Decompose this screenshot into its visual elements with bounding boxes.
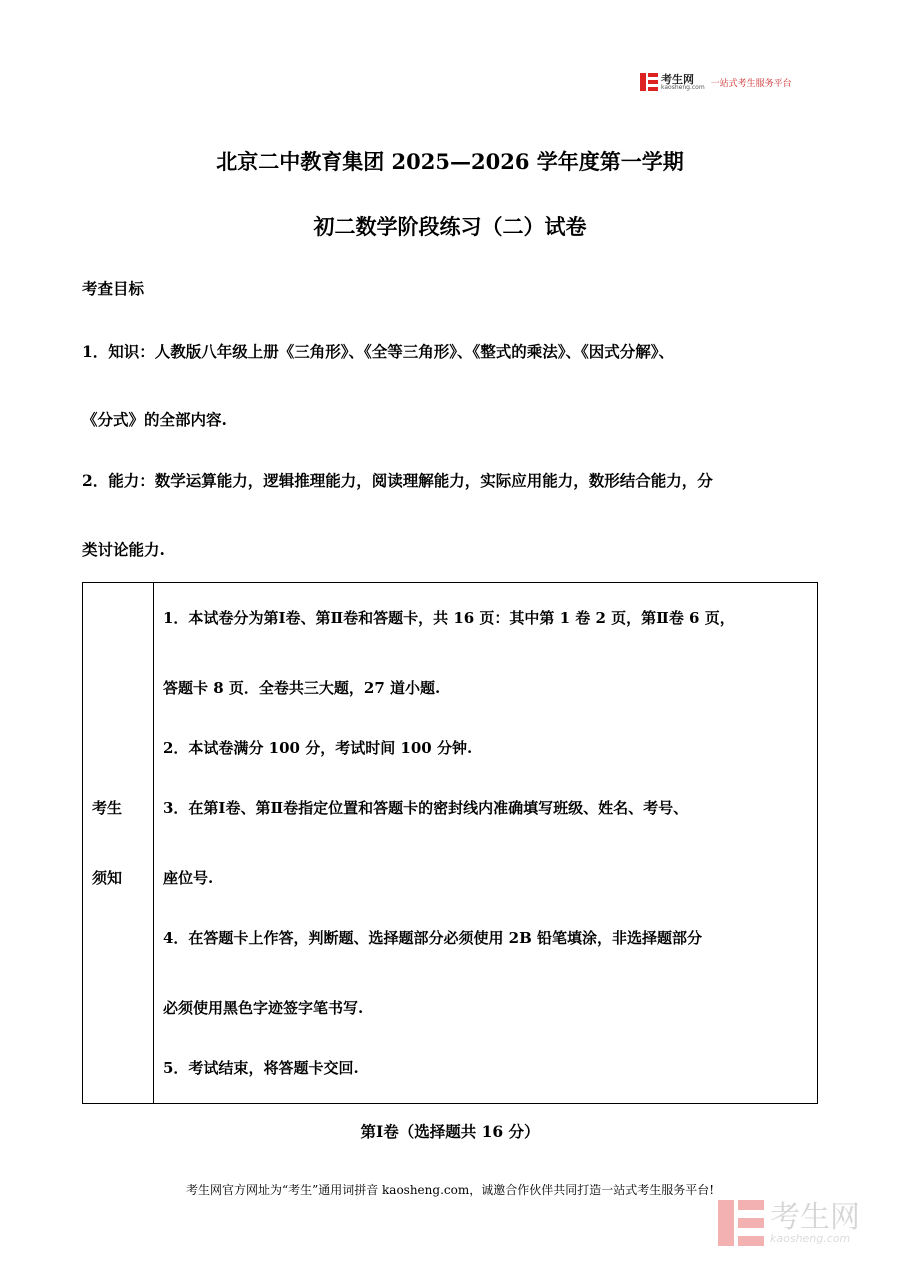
header-logo (640, 72, 792, 92)
watermark-name: 考生网 (770, 1199, 860, 1235)
objective-1-line2: 《分式》的全部内容. (82, 410, 227, 429)
watermark-logo-icon (718, 1200, 764, 1246)
notice-line: 答题卡 8 页．全卷共三大题，27 道小题. (163, 679, 441, 697)
notice-label-line2: 须知 (92, 869, 123, 887)
notice-line: 1．本试卷分为第Ⅰ卷、第Ⅱ卷和答题卡，共 16 页：其中第 1 卷 2 页，第Ⅱ卷 6 页， (163, 609, 735, 627)
notice-label-line1: 考生 (92, 799, 123, 817)
objective-1-line1: 1．知识：人教版八年级上册《三角形》、《全等三角形》、《整式的乘法》、《因式分解》、 (82, 342, 675, 361)
notice-line: 必须使用黑色字迹签字笔书写. (163, 999, 364, 1017)
logo-icon (640, 73, 658, 91)
notice-line: 座位号. (163, 869, 214, 887)
exam-title-line1: 北京二中教育集团 2025—2026 学年度第一学期 (216, 149, 684, 174)
notice-label-cell (83, 583, 154, 1104)
watermark-domain: kaosheng.com (770, 1231, 851, 1245)
notice-line: 2．本试卷满分 100 分，考试时间 100 分钟. (163, 739, 473, 757)
logo-slogan: 一站式考生服务平台 (710, 78, 792, 89)
objective-2-line2: 类讨论能力. (82, 540, 165, 559)
notice-line: 3．在第Ⅰ卷、第Ⅱ卷指定位置和答题卡的密封线内准确填写班级、姓名、考号、 (163, 799, 689, 817)
watermark-logo (718, 1200, 860, 1246)
candidate-notice-table (82, 582, 818, 1104)
objective-2-line1: 2．能力：数学运算能力，逻辑推理能力，阅读理解能力，实际应用能力，数形结合能力，分 (82, 471, 713, 490)
footer-text: 考生网官方网址为“考生”通用词拼音 kaosheng.com，诚邀合作伙伴共同打造一站式考生服务平台! (185, 1183, 715, 1197)
notice-line: 4．在答题卡上作答，判断题、选择题部分必须使用 2B 铅笔填涂，非选择题部分 (163, 929, 703, 947)
notice-content-cell (154, 583, 818, 1104)
section-title: 第Ⅰ卷（选择题共 16 分） (360, 1122, 540, 1141)
logo-domain: kaosheng.com (661, 83, 705, 91)
logo-name: 考生网 (661, 72, 694, 86)
notice-line: 5．考试结束，将答题卡交回. (163, 1059, 359, 1077)
exam-title-line2: 初二数学阶段练习（二）试卷 (313, 214, 587, 239)
objectives-heading: 考查目标 (82, 279, 145, 298)
